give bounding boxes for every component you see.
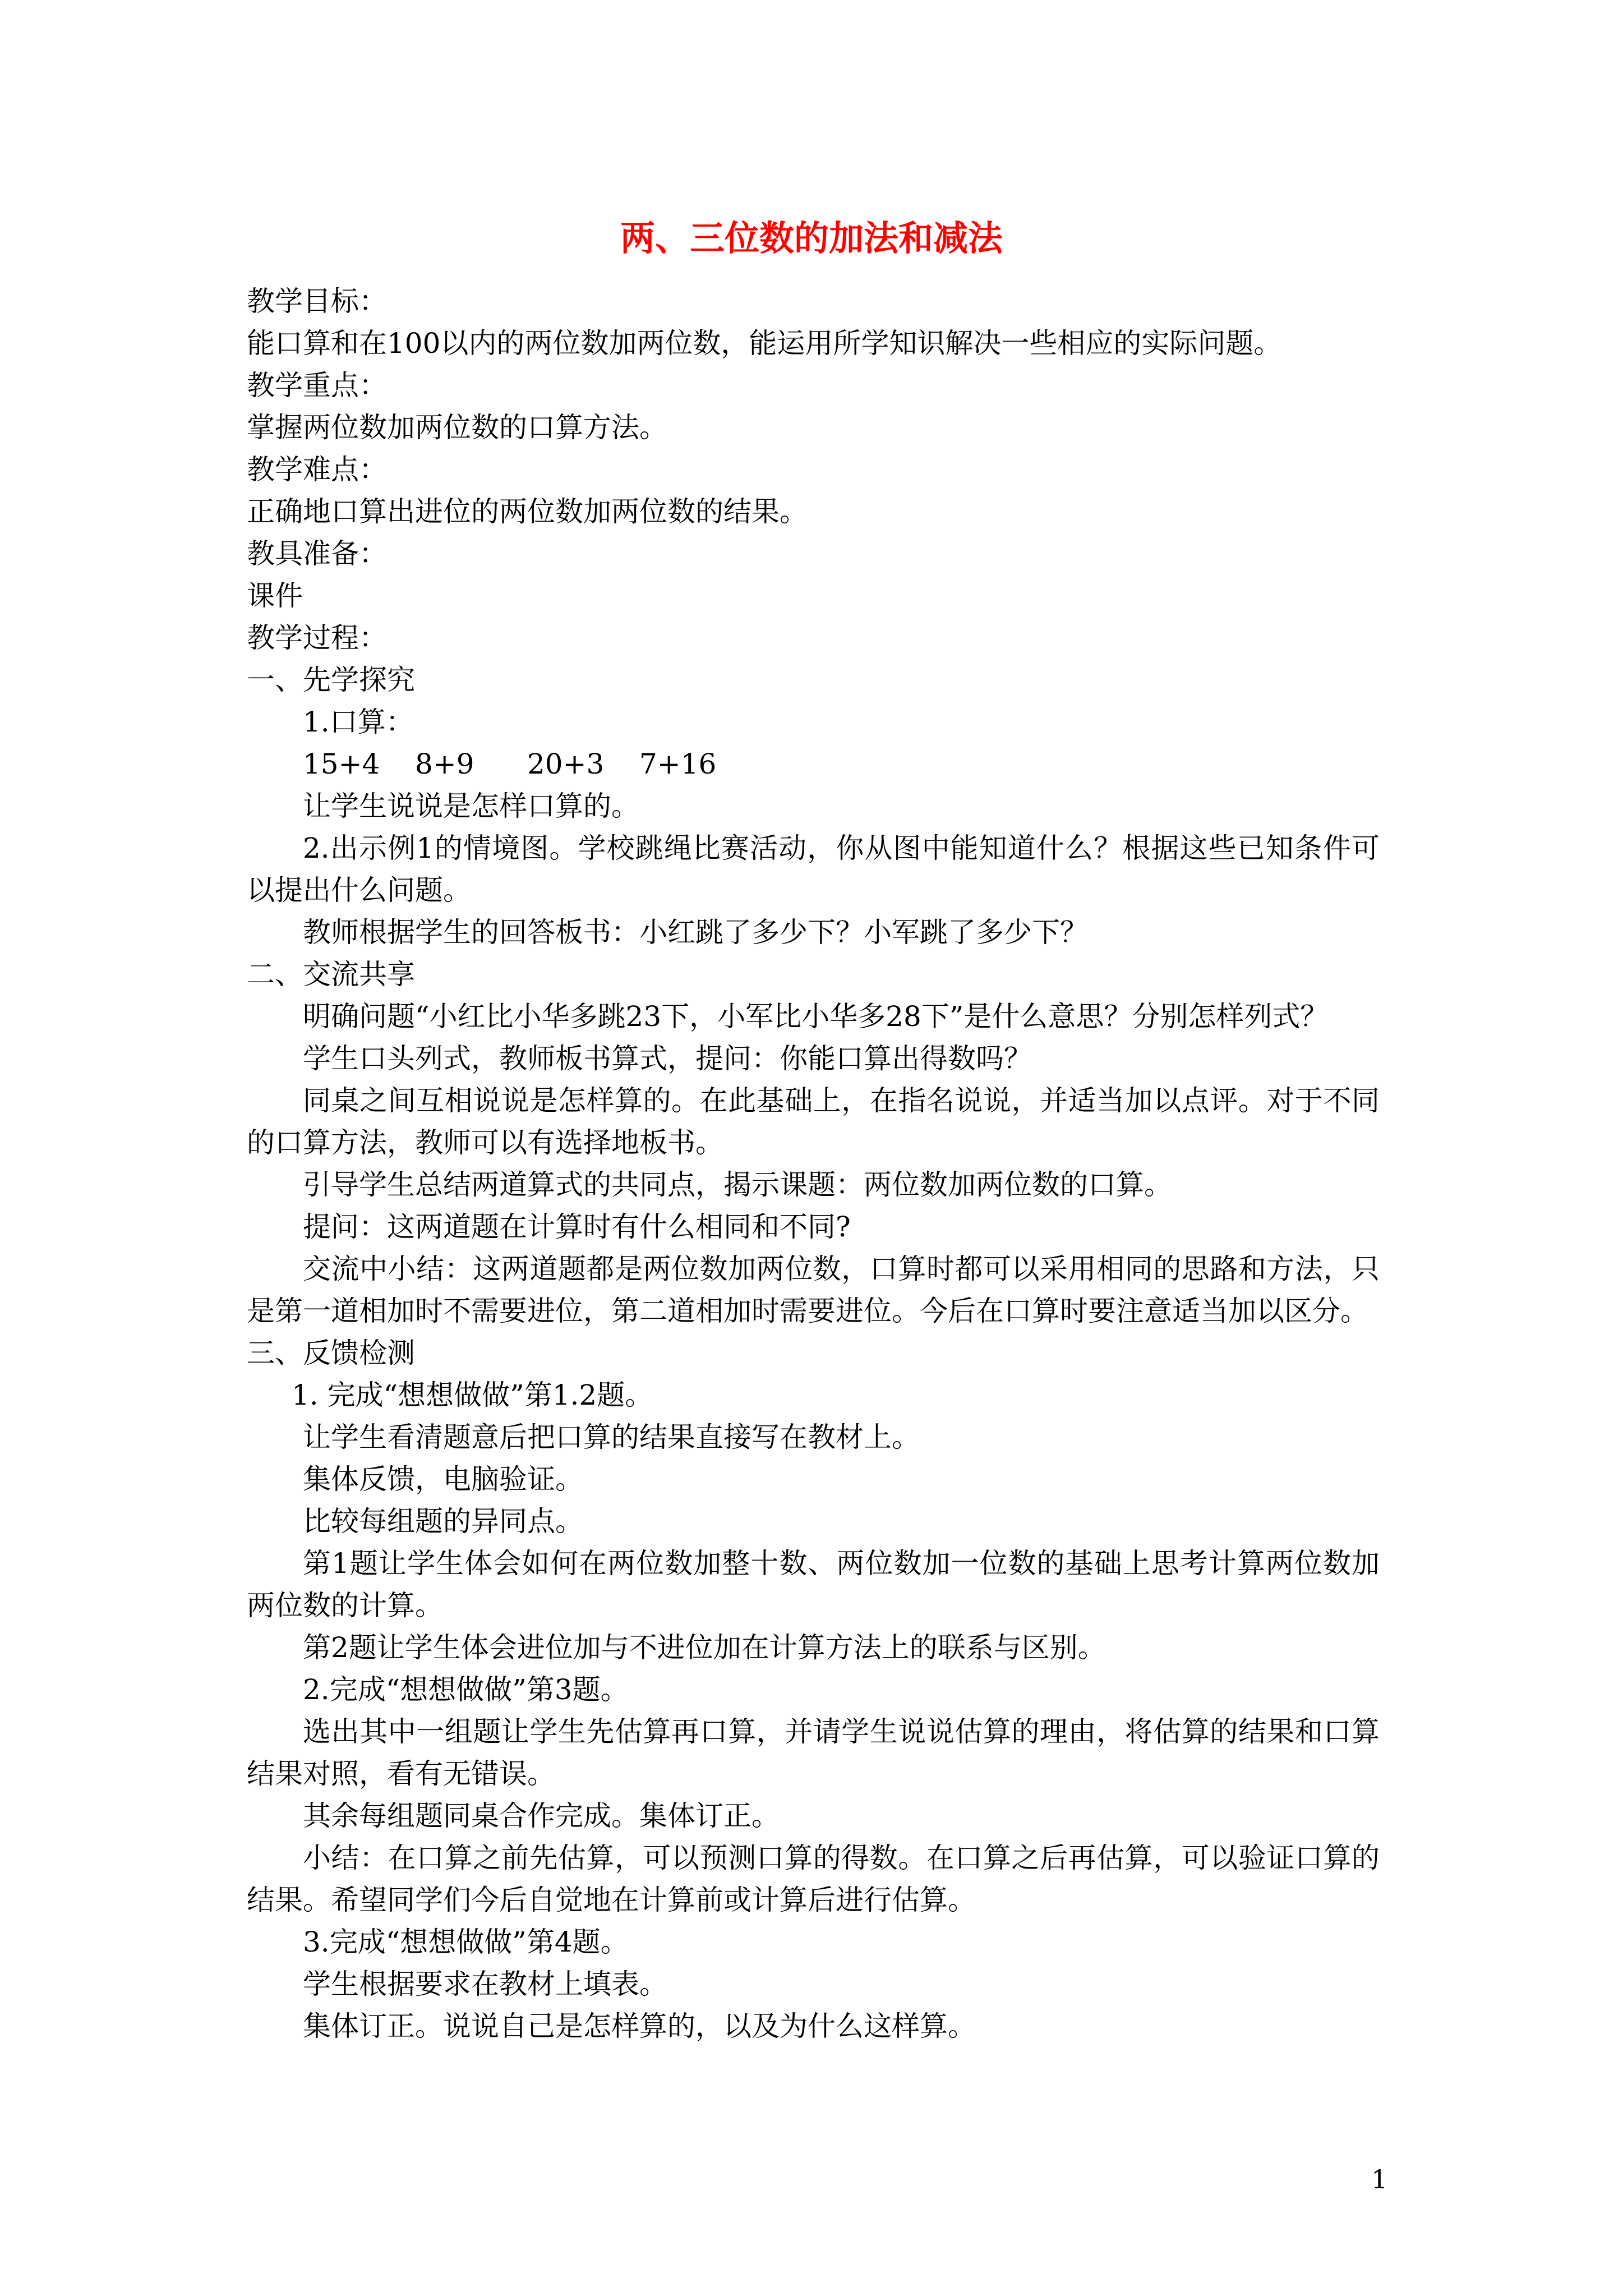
- paragraph: 2.出示例1的情境图。学校跳绳比赛活动，你从图中能知道什么？根据这些已知条件可以提出什么问题。: [247, 832, 1380, 907]
- calc-row: [247, 743, 1380, 785]
- paragraph: 选出其中一组题让学生先估算再口算，并请学生说说估算的理由，将估算的结果和口算结果对照，看有无错误。: [247, 1715, 1380, 1790]
- text-materials: 课件: [247, 579, 303, 612]
- item-exercise-3: 3.完成“想想做做”第4题。: [303, 1926, 629, 1958]
- paragraph: 第2题让学生体会进位加与不进位加在计算方法上的联系与区别。: [303, 1631, 1106, 1664]
- document-body: [247, 280, 1380, 2047]
- paragraph: 让学生说说是怎样口算的。: [303, 790, 639, 822]
- paragraph: 第1题让学生体会如何在两位数加整十数、两位数加一位数的基础上思考计算两位数加两位数的计算。: [247, 1547, 1380, 1622]
- paragraph: 引导学生总结两道算式的共同点，揭示课题：两位数加两位数的口算。: [303, 1168, 1172, 1201]
- heading-teaching-goals: 教学目标：: [247, 285, 387, 318]
- paragraph: 让学生看清题意后把口算的结果直接写在教材上。: [303, 1421, 920, 1453]
- text-teaching-goals: 能口算和在100以内的两位数加两位数，能运用所学知识解决一些相应的实际问题。: [247, 327, 1282, 360]
- paragraph: 学生根据要求在教材上填表。: [303, 1968, 667, 2000]
- paragraph: 小结：在口算之前先估算，可以预测口算的得数。在口算之后再估算，可以验证口算的结果。希望同学们今后自觉地在计算前或计算后进行估算。: [247, 1842, 1380, 1916]
- page-number: 1: [1371, 2164, 1388, 2194]
- text-difficulties: 正确地口算出进位的两位数加两位数的结果。: [247, 495, 808, 528]
- section-heading-1: 一、先学探究: [247, 664, 415, 696]
- paragraph: 其余每组题同桌合作完成。集体订正。: [303, 1800, 780, 1832]
- calc-item: 8+9: [415, 748, 474, 780]
- paragraph: 教师根据学生的回答板书：小红跳了多少下？小军跳了多少下？: [303, 916, 1088, 949]
- paragraph: 学生口头列式，教师板书算式，提问：你能口算出得数吗？: [303, 1042, 1032, 1075]
- heading-materials: 教具准备：: [247, 537, 387, 570]
- paragraph: 同桌之间互相说说是怎样算的。在此基础上，在指名说说，并适当加以点评。对于不同的口算方法，教师可以有选择地板书。: [247, 1084, 1380, 1159]
- page-title: 两、三位数的加法和减法: [620, 218, 1003, 259]
- paragraph: 比较每组题的异同点。: [303, 1505, 583, 1538]
- heading-difficulties: 教学难点：: [247, 453, 387, 486]
- paragraph: 明确问题“小红比小华多跳23下，小军比小华多28下”是什么意思？分别怎样列式？: [303, 1000, 1329, 1033]
- paragraph: 集体反馈，电脑验证。: [303, 1463, 583, 1496]
- text-key-points: 掌握两位数加两位数的口算方法。: [247, 411, 667, 444]
- heading-key-points: 教学重点：: [247, 369, 387, 402]
- paragraph: 交流中小结：这两道题都是两位数加两位数，口算时都可以采用相同的思路和方法，只是第一道相加时不需要进位，第二道相加时需要进位。今后在口算时要注意适当加以区分。: [247, 1253, 1380, 1327]
- item-oral-calc: 1.口算：: [303, 706, 414, 738]
- heading-process: 教学过程：: [247, 622, 387, 654]
- section-heading-2: 二、交流共享: [247, 958, 415, 991]
- section-heading-3: 三、反馈检测: [247, 1337, 415, 1369]
- calc-item: 15+4: [303, 748, 380, 780]
- paragraph: 提问：这两道题在计算时有什么相同和不同?: [303, 1211, 851, 1243]
- item-exercise-1: 1. 完成“想想做做”第1.2题。: [292, 1379, 653, 1411]
- paragraph: 集体订正。说说自己是怎样算的，以及为什么这样算。: [303, 2010, 976, 2042]
- calc-item: 7+16: [639, 748, 717, 780]
- item-exercise-2: 2.完成“想想做做”第3题。: [303, 1673, 629, 1706]
- calc-item: 20+3: [527, 748, 605, 780]
